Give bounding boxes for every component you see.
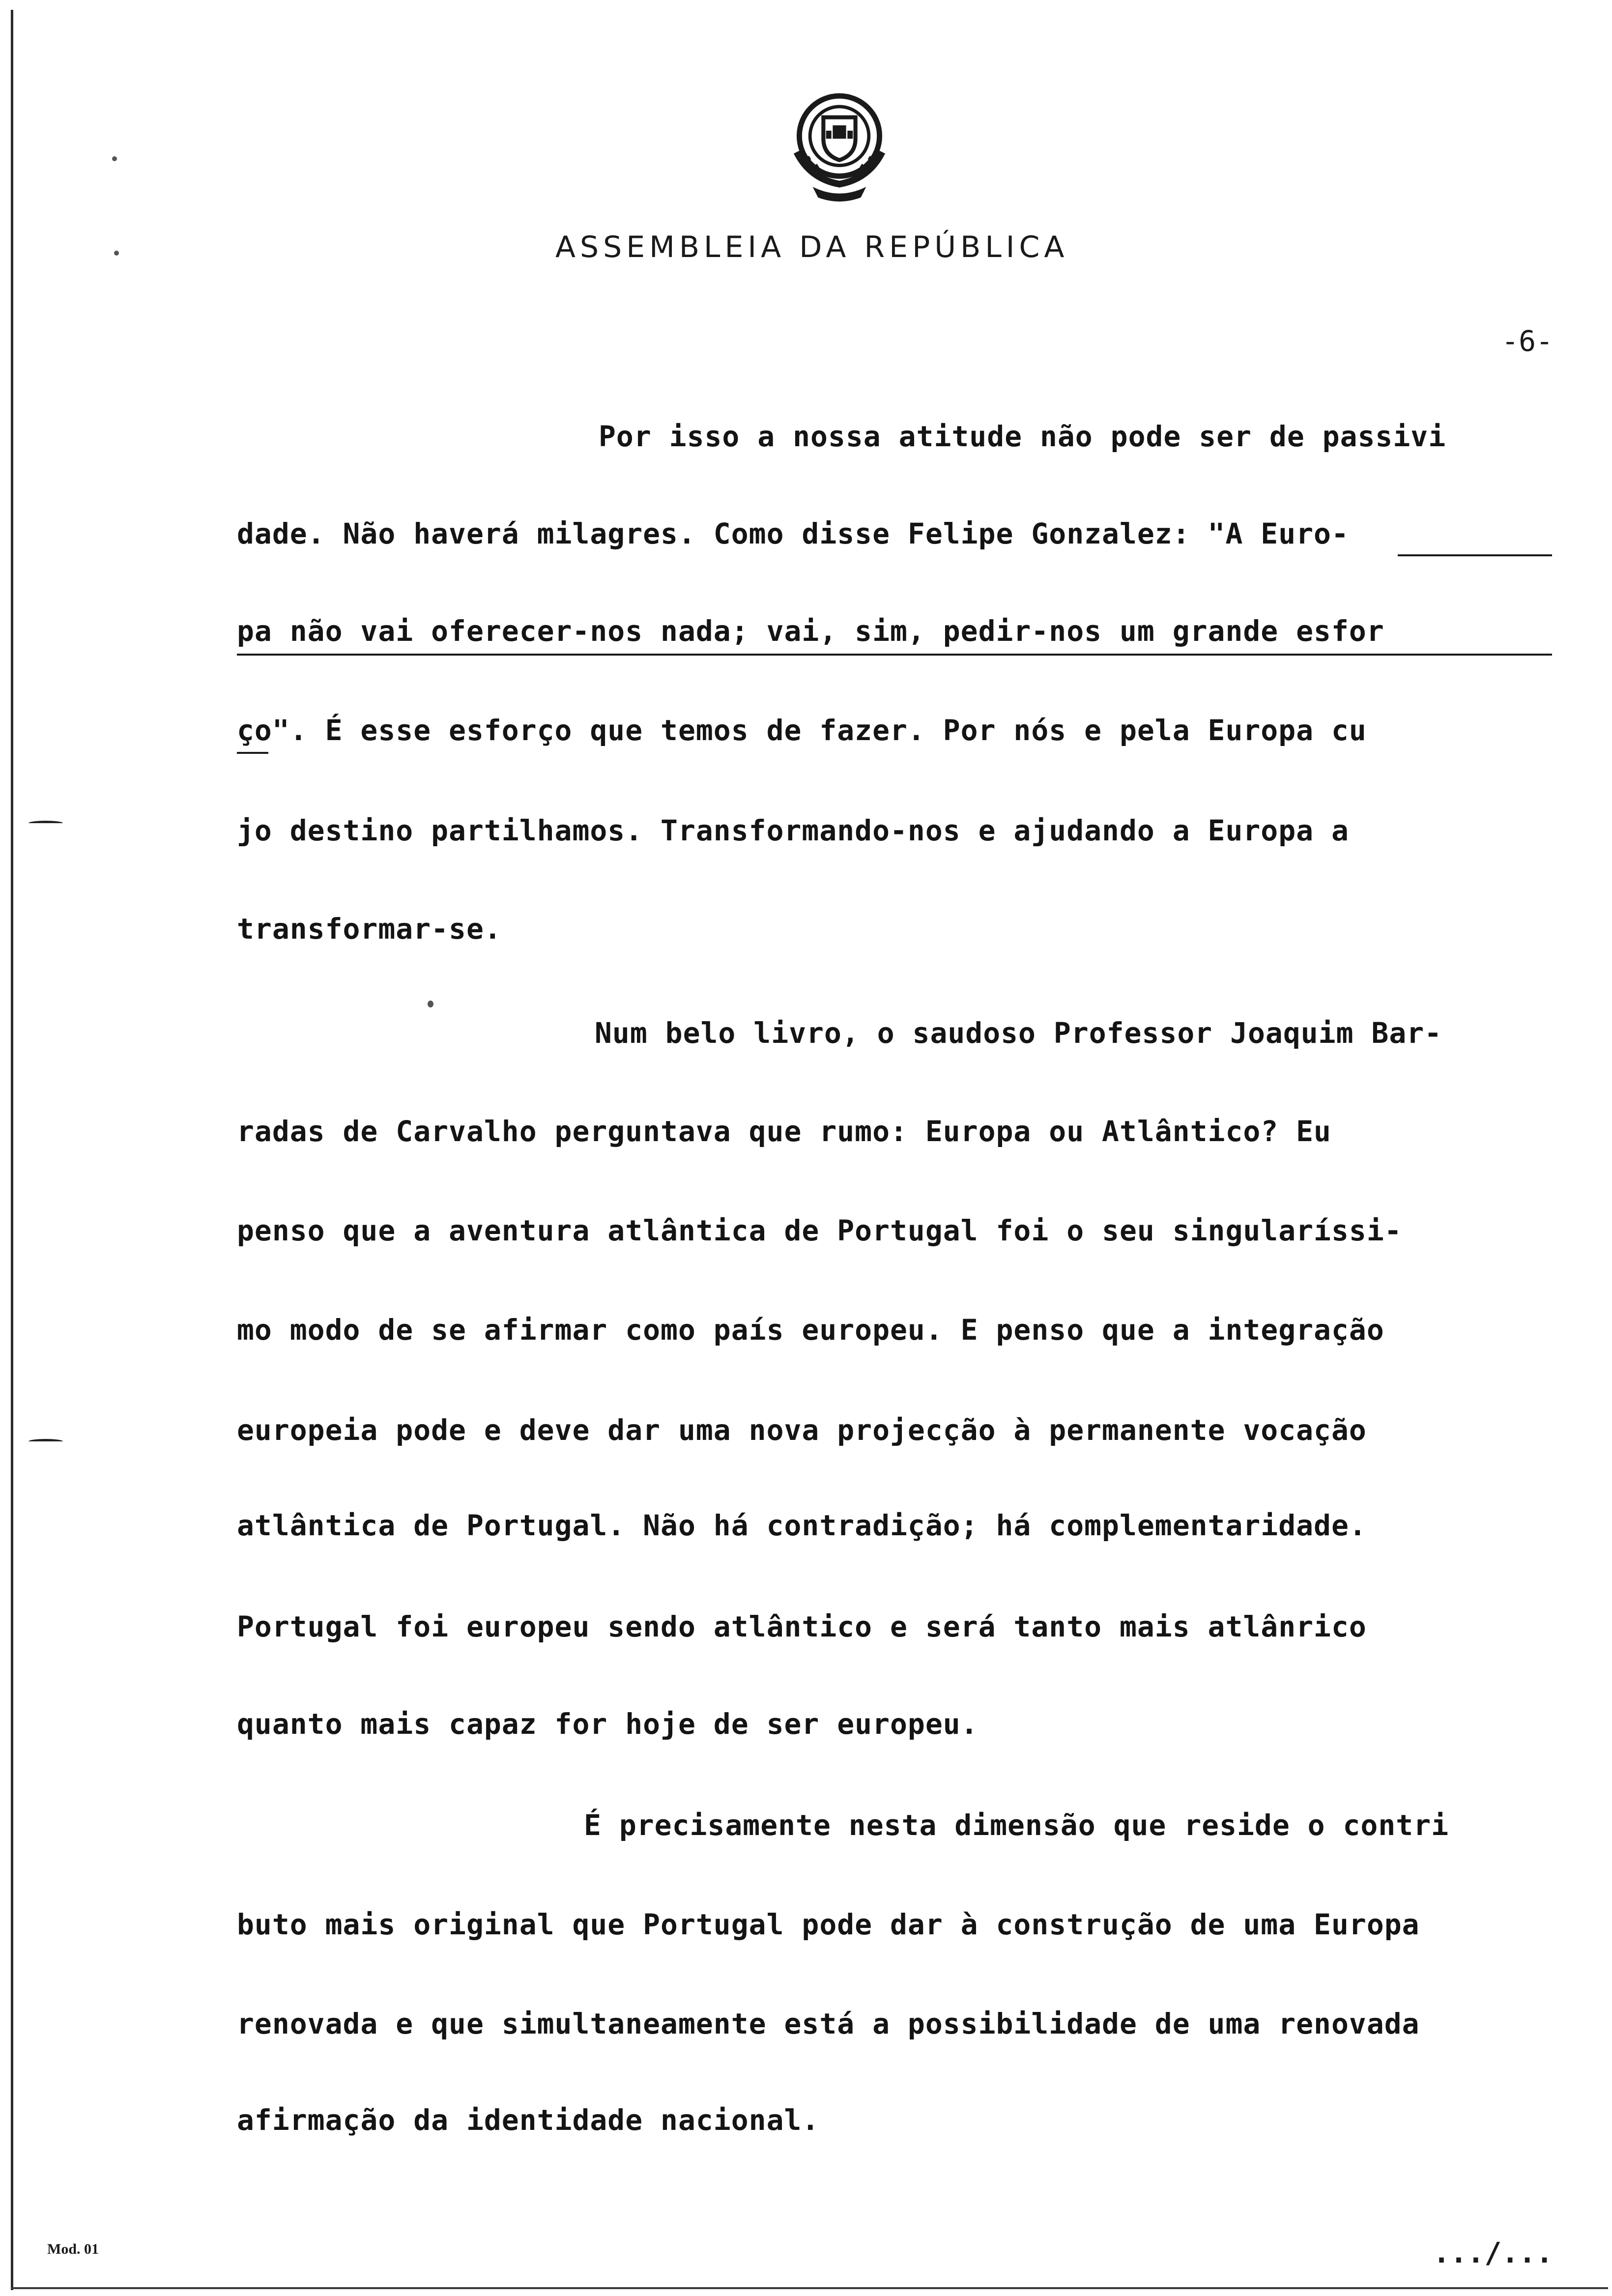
scan-speck [112, 156, 117, 161]
continuation-marker: .../... [1433, 2236, 1553, 2269]
quote-underline [1398, 554, 1552, 556]
text-line: pa não vai oferecer-nos nada; vai, sim, pedir-nos um grande esfor [237, 614, 1384, 648]
text-line: penso que a aventura atlântica de Portugal foi o seu singularíssi- [237, 1214, 1402, 1247]
left-margin-rule [11, 10, 13, 2290]
margin-mark [29, 1439, 63, 1444]
text-line: radas de Carvalho perguntava que rumo: Europa ou Atlântico? Eu [237, 1115, 1331, 1148]
text-line: transformar-se. [237, 912, 502, 946]
text-line: ço". É esse esforço que temos de fazer. Por nós e pela Europa cu [237, 714, 1367, 747]
quote-underline [237, 752, 268, 754]
text-line: europeia pode e deve dar uma nova projecção à permanente vocação [237, 1413, 1367, 1447]
coat-of-arms-icon [773, 83, 906, 216]
text-line: jo destino partilhamos. Transformando-nos e ajudando a Europa a [237, 814, 1349, 847]
text-line: dade. Não haverá milagres. Como disse Felipe Gonzalez: "A Euro- [237, 517, 1349, 550]
text-line: quanto mais capaz for hoje de ser europeu. [237, 1707, 979, 1741]
text-line: Por isso a nossa atitude não pode ser de passivi [599, 420, 1446, 453]
text-line: mo modo de se afirmar como país europeu. E penso que a integração [237, 1313, 1384, 1347]
text-line: buto mais original que Portugal pode dar à construção de uma Europa [237, 1908, 1420, 1941]
quote-underline [237, 654, 1552, 656]
text-line: Num belo livro, o saudoso Professor Joaquim Bar- [595, 1016, 1442, 1050]
margin-mark [29, 821, 63, 826]
scan-speck [428, 1001, 433, 1007]
scan-speck [114, 251, 119, 256]
text-line: Portugal foi europeu sendo atlântico e será tanto mais atlânrico [237, 1610, 1367, 1643]
text-line: É precisamente nesta dimensão que reside o contri [584, 1808, 1449, 1842]
text-line: afirmação da identidade nacional. [237, 2103, 820, 2137]
text-line: atlântica de Portugal. Não há contradição; há complementaridade. [237, 1509, 1367, 1542]
text-line: renovada e que simultaneamente está a possibilidade de uma renovada [237, 2007, 1420, 2040]
form-model-label: Mod. 01 [47, 2241, 99, 2257]
document-heading: ASSEMBLEIA DA REPÚBLICA [555, 230, 1069, 264]
bottom-margin-rule [11, 2287, 1608, 2289]
page-number: -6- [1501, 324, 1553, 358]
